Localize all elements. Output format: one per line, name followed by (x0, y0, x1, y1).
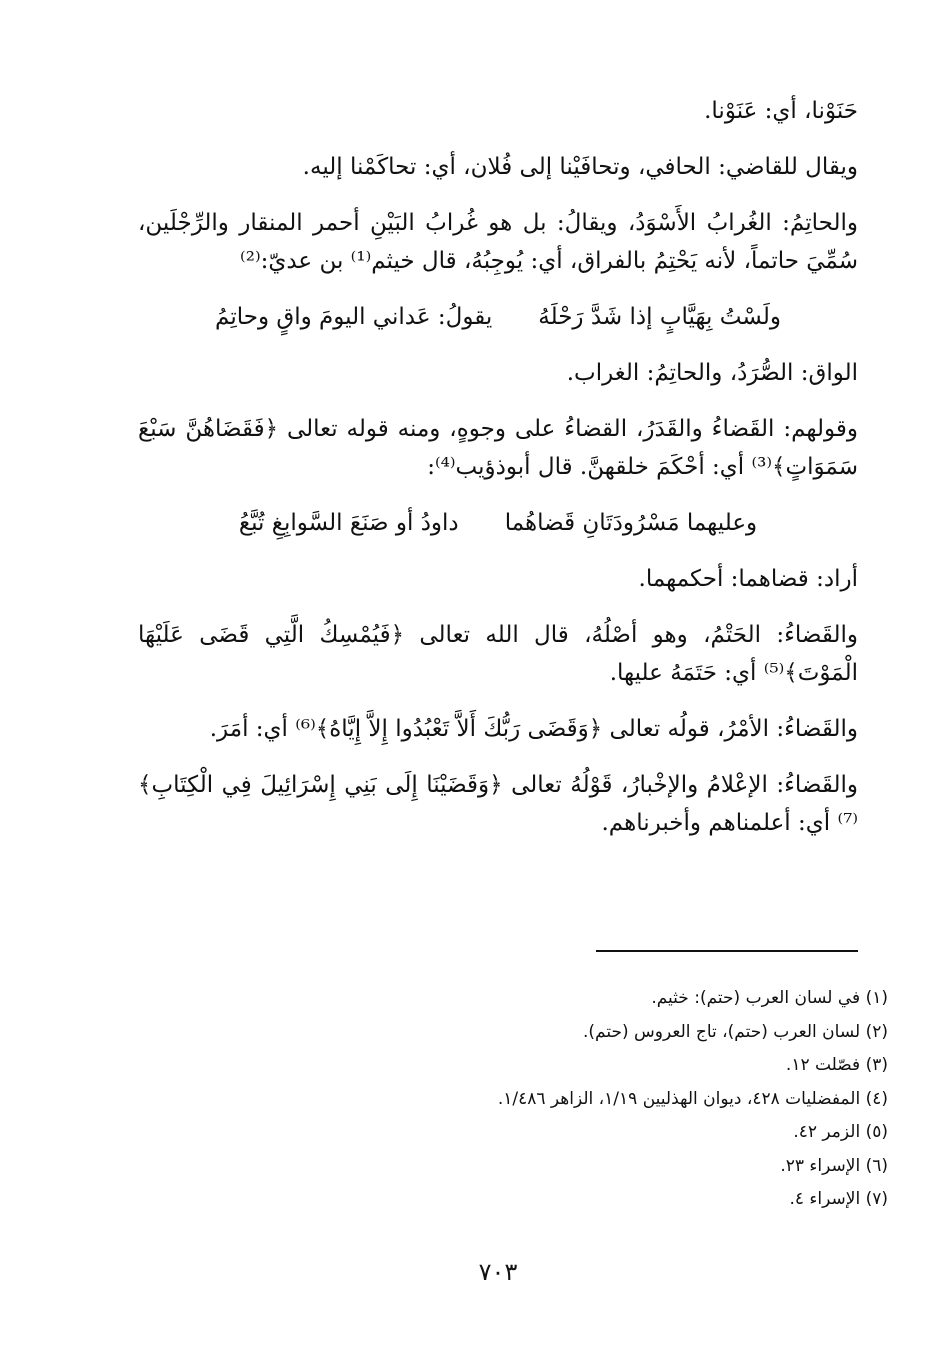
footnote: (٣) فصّلت ١٢. (785, 1055, 888, 1075)
verse-second-hemistich: يقولُ: عَداني اليومَ واقٍ وحاتِمُ (215, 304, 493, 330)
paragraph: والقَضاءُ: الحَتْمُ، وهو أصْلُهُ، قال الله تعالى ﴿فَيُمْسِكُ الَّتِي قَضَى عَلَيْهَا الْمَوْتَ﴾⁽⁵⁾ أي: حَتَمَهُ عليها. (138, 622, 858, 686)
paragraph: وقولهم: القَضاءُ والقَدَرُ، القضاءُ على وجوهٍ، ومنه قوله تعالى ﴿فَقَضَاهُنَّ سَبْعَ سَمَوَاتٍ﴾⁽³⁾ أي: أحْكَمَ خلقهنَّ. قال أبوذؤيب⁽⁴⁾: (138, 416, 858, 480)
footnotes (400, 982, 888, 1217)
paragraph: ويقال للقاضي: الحافي، وتحافَيْنا إلى فُلان، أي: تحاكَمْنا إليه. (302, 154, 858, 180)
footnote: (٤) المفضليات ٤٢٨، ديوان الهذليين ١/١٩، الزاهر ١/٤٨٦. (497, 1088, 888, 1109)
paragraph: الواق: الصُّرَدُ، والحاتِمُ: الغراب. (566, 360, 858, 386)
poem-verse (138, 298, 858, 336)
verse-second-hemistich: داودُ أو صَنَعَ السَّوابِغِ تُبَّعُ (238, 510, 459, 536)
paragraph: أراد: قضاهما: أحكمهما. (638, 566, 858, 592)
paragraph: والقَضاءُ: الأمْرُ، قولُه تعالى ﴿وَقَضَى رَبُّكَ أَلاَّ تَعْبُدُوا إِلاَّ إِيَّاهُ﴾⁽⁶⁾ أي: أمَرَ. (209, 716, 858, 742)
footnote: (٢) لسان العرب (حتم)، تاج العروس (حتم). (583, 1021, 888, 1042)
footnote: (٥) الزمر ٤٢. (793, 1122, 888, 1142)
page-number: ٧٠٣ (478, 1258, 518, 1286)
poem-verse (138, 504, 858, 542)
footnote: (٦) الإسراء ٢٣. (780, 1155, 888, 1176)
main-text (138, 92, 858, 860)
paragraph: والحاتِمُ: الغُرابُ الأَسْوَدُ، ويقالُ: بل هو غُرابُ البَيْنِ أحمر المنقار والرِّجْلَين، سُمِّيَ حاتماً، لأنه يَحْتِمُ بالفراق، أي: يُوجِبُهُ، قال خيثم⁽¹⁾ بن عديّ:⁽²⁾ (138, 210, 858, 274)
verse-first-hemistich: وعليهما مَسْرُودَتَانِ قَضاهُما (504, 510, 758, 536)
paragraph: حَنَوْنا، أي: عَنَوْنا. (704, 98, 858, 124)
footnote: (٧) الإسراء ٤. (789, 1189, 888, 1209)
paragraph: والقَضاءُ: الإعْلامُ والإخْبارُ، قَوْلُهُ تعالى ﴿وَقَضَيْنَا إِلَى بَنِي إِسْرَائِيلَ فِي الْكِتَابِ﴾⁽⁷⁾ أي: أعلمناهم وأخبرناهم. (138, 772, 858, 836)
footnote-divider (596, 950, 858, 952)
verse-first-hemistich: ولَسْتُ بِهَيَّابٍ إذا شَدَّ رَحْلَهُ (538, 304, 781, 330)
footnote: (١) في لسان العرب (حتم): خثيم. (651, 988, 888, 1008)
